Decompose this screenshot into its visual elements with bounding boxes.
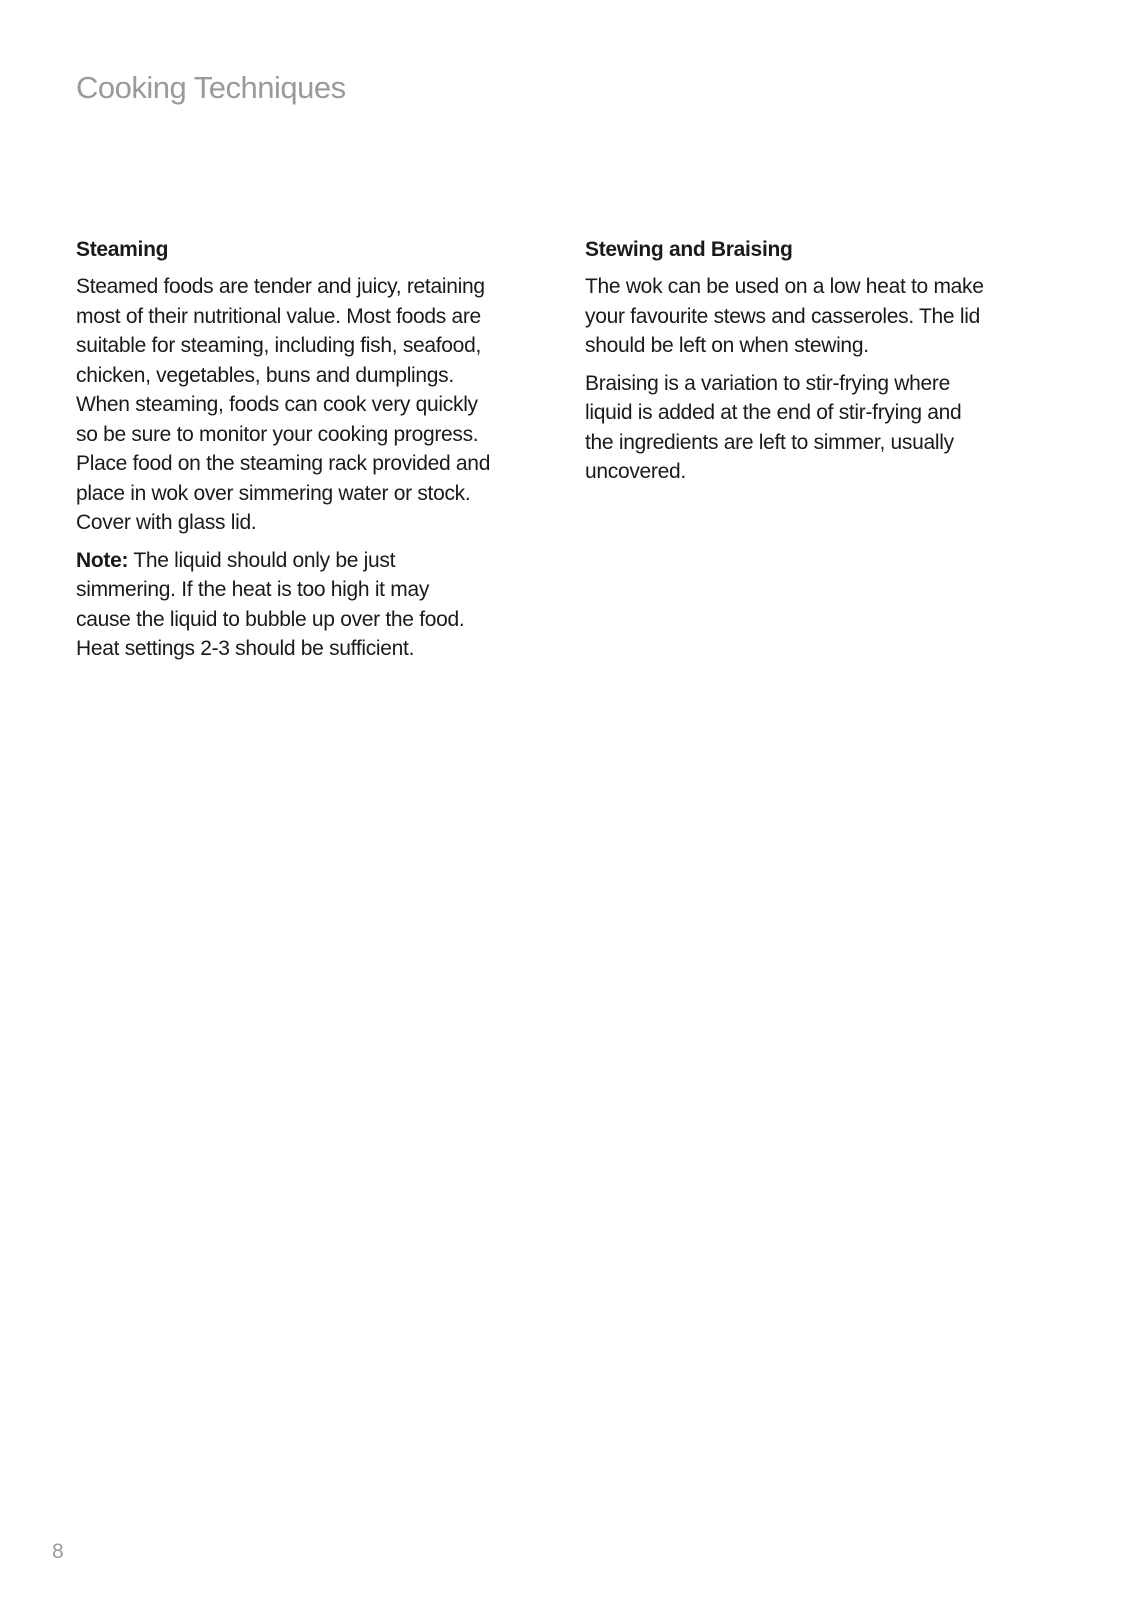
note-label: Note: <box>76 548 129 572</box>
steaming-line: place in wok over simmering water or stock. <box>76 481 471 505</box>
steaming-line: most of their nutritional value. Most foods are <box>76 304 481 328</box>
steaming-line: Cover with glass lid. <box>76 511 257 534</box>
page-number: 8 <box>52 1540 64 1563</box>
stewing-paragraph <box>585 272 1055 361</box>
steaming-line: When steaming, foods can cook very quickly <box>76 393 478 416</box>
stewing-section <box>585 236 1055 495</box>
braising-line: liquid is added at the end of stir-frying and <box>585 401 962 424</box>
steaming-line: suitable for steaming, including fish, seafood, <box>76 334 481 357</box>
stewing-line: should be left on when stewing. <box>585 334 869 357</box>
steaming-line: Steamed foods are tender and juicy, retaining <box>76 275 485 298</box>
steaming-heading: Steaming <box>76 238 169 261</box>
braising-line: Braising is a variation to stir-frying where <box>585 371 950 395</box>
steaming-paragraph <box>76 272 556 538</box>
stewing-line: your favourite stews and casseroles. The lid <box>585 304 980 328</box>
note-text: The liquid should only be just <box>128 548 396 572</box>
note-line: cause the liquid to bubble up over the food. <box>76 607 465 631</box>
steaming-line: chicken, vegetables, buns and dumplings. <box>76 363 454 387</box>
stewing-heading: Stewing and Braising <box>585 238 793 261</box>
stewing-line: The wok can be used on a low heat to make <box>585 275 984 298</box>
note-line: Heat settings 2-3 should be sufficient. <box>76 637 415 660</box>
braising-line: uncovered. <box>585 460 686 483</box>
note-line: simmering. If the heat is too high it may <box>76 578 430 601</box>
steaming-section <box>76 236 556 672</box>
braising-paragraph <box>585 369 1055 487</box>
steaming-line: so be sure to monitor your cooking progress. <box>76 422 479 446</box>
braising-line: the ingredients are left to simmer, usually <box>585 430 954 454</box>
page-title: Cooking Techniques <box>76 70 346 105</box>
note-line <box>76 546 556 576</box>
steaming-note <box>76 546 556 664</box>
steaming-line: Place food on the steaming rack provided and <box>76 452 491 475</box>
